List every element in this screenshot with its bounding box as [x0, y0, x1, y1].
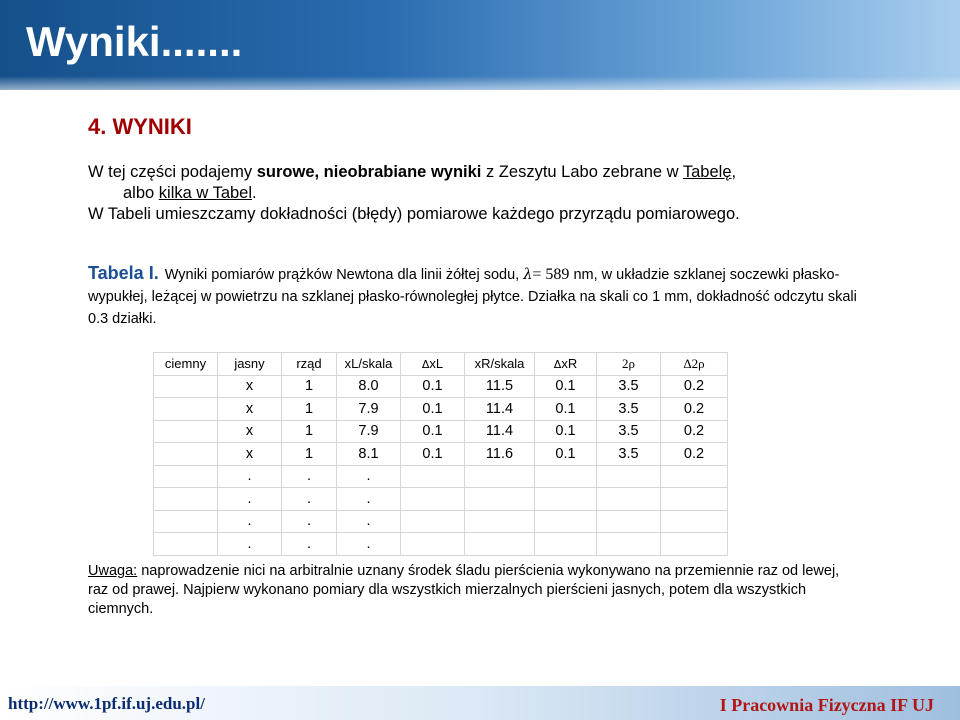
cell-delta-xl: [401, 488, 465, 511]
intro-text: [88, 162, 858, 225]
note-text: naprowadzenie nici na arbitralnie uznany środek śladu pierścienia wykonywano na przemiennie raz od lewej, raz od prawej. Najpierw wykonano pomiary dla wszystkich mierzalnych pierścieni jasnych, potem dla wszystkich ciemnych.: [88, 563, 840, 617]
cell-2rho: [597, 510, 661, 533]
table-row: [154, 488, 728, 511]
cell-jasny: .: [218, 465, 282, 488]
header-xl-skala: xL/skala: [337, 353, 401, 376]
intro-l1-underlined: Tabelę: [682, 163, 732, 181]
table-row: [154, 398, 728, 421]
table-body: [154, 375, 728, 555]
cell-xr-skala: [465, 488, 535, 511]
delta-symbol: Δ: [553, 358, 562, 372]
cell-jasny: x: [218, 420, 282, 443]
cell-2rho: [597, 488, 661, 511]
header-jasny: jasny: [218, 353, 282, 376]
cell-xl-skala: .: [337, 465, 401, 488]
cell-xl-skala: 7.9: [337, 398, 401, 421]
cell-delta-xr: 0.1: [535, 375, 597, 398]
table-row: [154, 420, 728, 443]
table-header-row: [154, 353, 728, 376]
results-table: [153, 352, 728, 556]
cell-rzad: 1: [282, 420, 337, 443]
table-row: [154, 465, 728, 488]
cell-xr-skala: [465, 465, 535, 488]
intro-line-2: [88, 183, 858, 204]
cell-2rho: 3.5: [597, 398, 661, 421]
cell-rzad: 1: [282, 398, 337, 421]
intro-l1-bold: surowe, nieobrabiane wyniki: [256, 163, 482, 181]
cell-rzad: .: [282, 533, 337, 556]
note-label: Uwaga:: [88, 563, 138, 579]
cell-delta-2rho: 0.2: [661, 375, 728, 398]
cell-2rho: 3.5: [597, 443, 661, 466]
cell-xl-skala: 7.9: [337, 420, 401, 443]
cell-2rho: 3.5: [597, 375, 661, 398]
header-delta-xl: [401, 353, 465, 376]
cell-2rho: [597, 533, 661, 556]
cell-ciemny: [154, 375, 218, 398]
slide-title: Wyniki.......: [26, 18, 243, 65]
header-rzad: rząd: [282, 353, 337, 376]
intro-l1-c: z Zeszytu Labo zebrane w: [481, 163, 683, 181]
cell-delta-xl: [401, 510, 465, 533]
cell-delta-xr: [535, 465, 597, 488]
cell-delta-2rho: [661, 510, 728, 533]
footer-url-link[interactable]: http://www.1pf.if.uj.edu.pl/: [8, 694, 205, 713]
cell-delta-xr: [535, 488, 597, 511]
table-row: [154, 443, 728, 466]
cell-jasny: x: [218, 443, 282, 466]
caption-label: Tabela I.: [88, 263, 159, 283]
cell-2rho: 3.5: [597, 420, 661, 443]
cell-rzad: 1: [282, 443, 337, 466]
cell-xr-skala: [465, 533, 535, 556]
cell-delta-2rho: 0.2: [661, 443, 728, 466]
cell-xr-skala: 11.4: [465, 398, 535, 421]
cell-delta-2rho: 0.2: [661, 398, 728, 421]
cell-xr-skala: 11.5: [465, 375, 535, 398]
cell-delta-xl: [401, 533, 465, 556]
cell-delta-2rho: [661, 488, 728, 511]
intro-l2-underlined: kilka w Tabel: [158, 184, 253, 202]
cell-xl-skala: 8.0: [337, 375, 401, 398]
cell-xl-skala: .: [337, 533, 401, 556]
footer-bar: [0, 686, 960, 720]
cell-jasny: x: [218, 375, 282, 398]
intro-l1-a: W tej części podajemy: [88, 163, 257, 181]
cell-delta-xl: 0.1: [401, 420, 465, 443]
cell-rzad: .: [282, 510, 337, 533]
delta-symbol: Δ: [421, 358, 430, 372]
title-banner: [0, 0, 960, 90]
cell-xr-skala: [465, 510, 535, 533]
cell-2rho: [597, 465, 661, 488]
header-ciemny: ciemny: [154, 353, 218, 376]
cell-xl-skala: 8.1: [337, 443, 401, 466]
header-delta-2rho: Δ2ρ: [661, 353, 728, 376]
cell-delta-xr: 0.1: [535, 398, 597, 421]
cell-rzad: 1: [282, 375, 337, 398]
cell-delta-xr: [535, 510, 597, 533]
cell-ciemny: [154, 533, 218, 556]
table-row: [154, 533, 728, 556]
cell-xr-skala: 11.4: [465, 420, 535, 443]
footer-org: I Pracownia Fizyczna IF UJ: [719, 695, 934, 715]
table-row: [154, 375, 728, 398]
cell-delta-xl: [401, 465, 465, 488]
header-xr-skala: xR/skala: [465, 353, 535, 376]
intro-l2-a: albo: [123, 184, 159, 202]
intro-l1-e: ,: [731, 163, 737, 181]
cell-ciemny: [154, 510, 218, 533]
table-row: [154, 510, 728, 533]
header-xr: xR: [561, 356, 578, 372]
intro-line-1: [88, 162, 858, 183]
cell-xr-skala: 11.6: [465, 443, 535, 466]
cell-delta-2rho: [661, 465, 728, 488]
cell-ciemny: [154, 398, 218, 421]
cell-delta-xl: 0.1: [401, 375, 465, 398]
cell-rzad: .: [282, 465, 337, 488]
caption-text-2: nm, w układzie szklanej soczewki płasko-wypukłej, leżącej w powietrzu na szklanej płasko-równoległej płytce. Działka na skali co 1 mm, dokładność odczytu skali 0.3 działki.: [88, 267, 857, 327]
header-2rho: 2ρ: [597, 353, 661, 376]
cell-ciemny: [154, 420, 218, 443]
section-heading: 4. WYNIKI: [88, 114, 192, 139]
cell-delta-xr: [535, 533, 597, 556]
intro-l2-c: .: [252, 184, 257, 202]
cell-jasny: .: [218, 488, 282, 511]
cell-delta-xr: 0.1: [535, 420, 597, 443]
table-caption: [88, 262, 868, 330]
cell-jasny: .: [218, 510, 282, 533]
cell-jasny: .: [218, 533, 282, 556]
cell-xl-skala: .: [337, 488, 401, 511]
cell-delta-2rho: [661, 533, 728, 556]
note-paragraph: [88, 562, 858, 619]
lambda-symbol: λ: [523, 267, 533, 283]
cell-ciemny: [154, 488, 218, 511]
cell-delta-xr: 0.1: [535, 443, 597, 466]
cell-delta-2rho: 0.2: [661, 420, 728, 443]
intro-line-3: W Tabeli umieszczamy dokładności (błędy) pomiarowe każdego przyrządu pomiarowego.: [88, 205, 740, 223]
cell-xl-skala: .: [337, 510, 401, 533]
cell-ciemny: [154, 465, 218, 488]
cell-delta-xl: 0.1: [401, 398, 465, 421]
cell-delta-xl: 0.1: [401, 443, 465, 466]
header-delta-xr: [535, 353, 597, 376]
header-xl: xL: [429, 356, 444, 372]
cell-rzad: .: [282, 488, 337, 511]
wavelength-value: = 589: [532, 266, 570, 283]
cell-ciemny: [154, 443, 218, 466]
caption-text-1: Wyniki pomiarów prążków Newtona dla linii żółtej sodu,: [164, 267, 524, 283]
cell-jasny: x: [218, 398, 282, 421]
